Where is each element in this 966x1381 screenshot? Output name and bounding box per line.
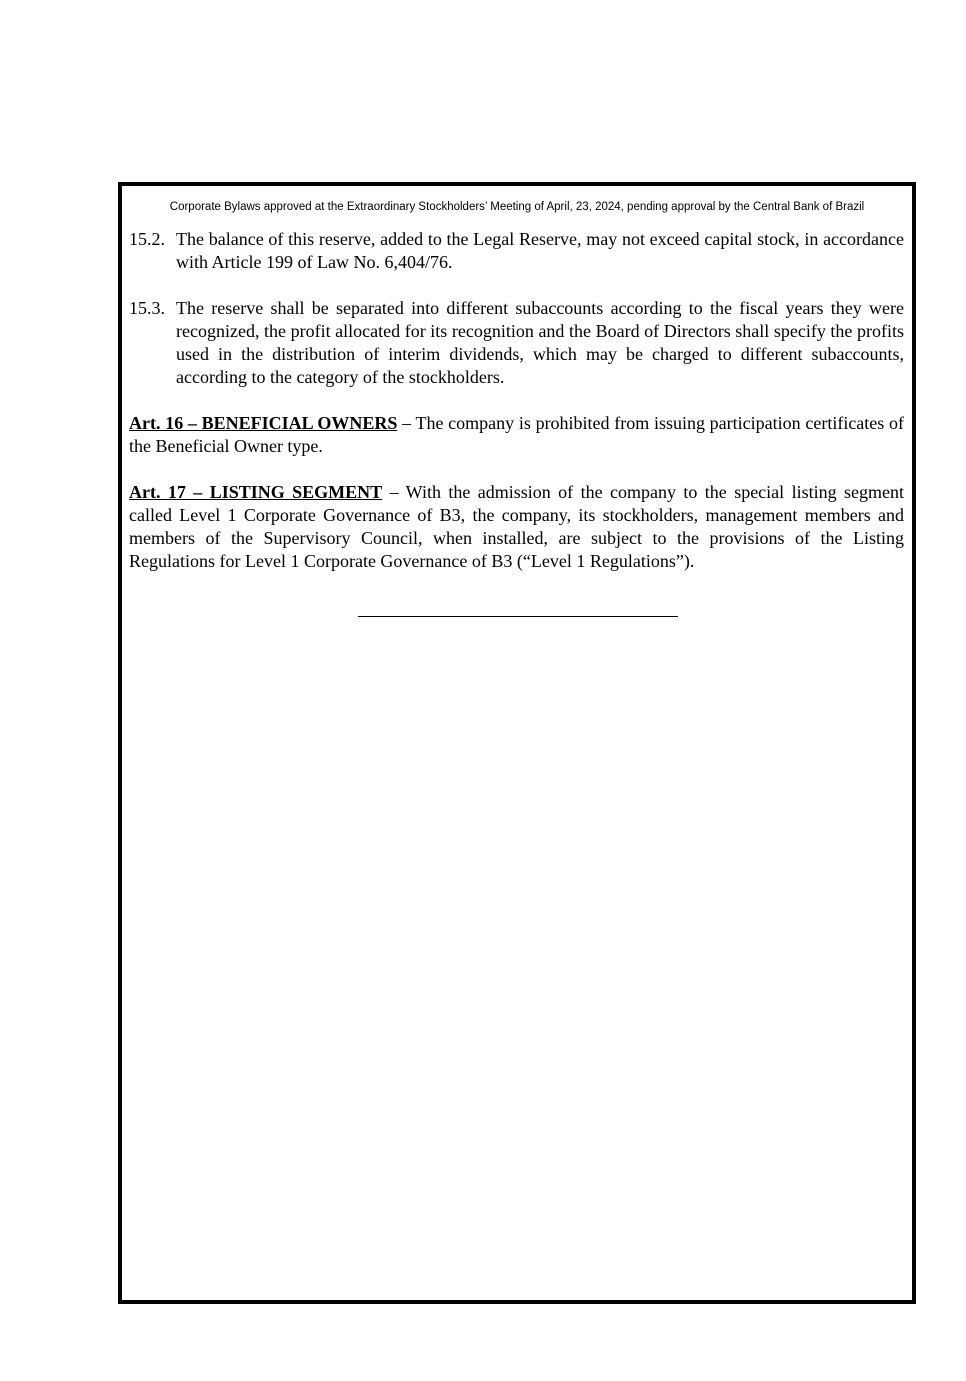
section-number: 15.2. (129, 229, 165, 249)
section-15-3 (129, 297, 904, 389)
article-title: Art. 16 – BENEFICIAL OWNERS (129, 413, 398, 433)
article-title: Art. 17 – LISTING SEGMENT (129, 482, 383, 502)
section-text: The balance of this reserve, added to the Legal Reserve, may not exceed capital stock, in accordance with Article 199 of Law No. 6,404/76. (176, 229, 904, 272)
section-15-2 (129, 228, 904, 274)
end-divider (358, 616, 678, 617)
article-17 (129, 481, 904, 573)
section-text: The reserve shall be separated into different subaccounts according to the fiscal years they were recognized, the profit allocated for its recognition and the Board of Directors shall specify the profits used in the distribution of interim dividends, which may be charged to different subaccounts, according to the category of the stockholders. (176, 298, 904, 387)
article-text: – The company is prohibited from issuing participation certificates of the Beneficial Owner type. (129, 413, 904, 456)
header-note: Corporate Bylaws approved at the Extraordinary Stockholders’ Meeting of April, 23, 2024, pending approval by the Central Bank of Brazil (169, 201, 865, 213)
page-frame (118, 182, 916, 1304)
document-body (129, 228, 904, 596)
section-number: 15.3. (129, 298, 165, 318)
article-text: – With the admission of the company to the special listing segment called Level 1 Corporate Governance of B3, the company, its stockholders, management members and members of the Supervisory Council, when installed, are subject to the provisions of the Listing Regulations for Level 1 Corporate Governance of B3 (“Level 1 Regulations”). (129, 482, 904, 571)
article-16 (129, 412, 904, 458)
